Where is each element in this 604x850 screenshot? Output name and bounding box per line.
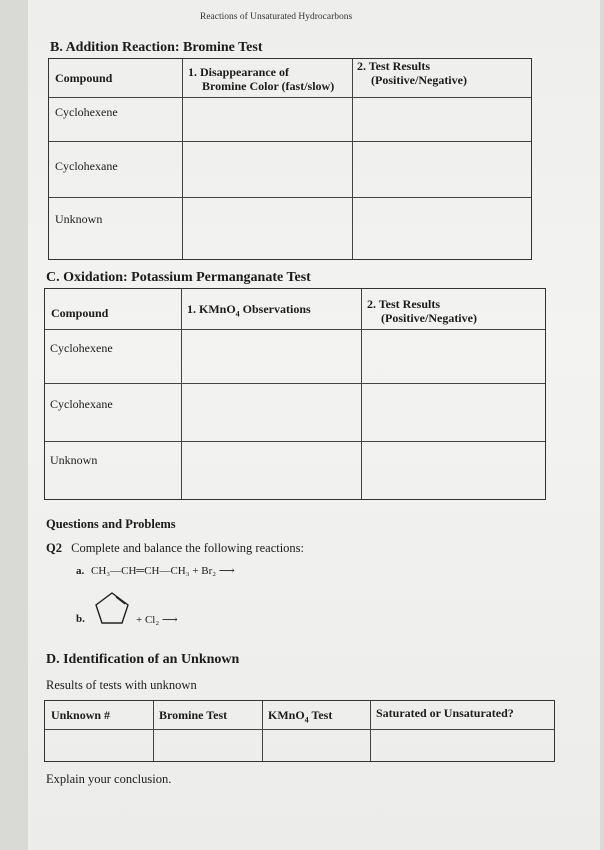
column-header-kmno4-observations: 1. KMnO$_4$ Observations (187, 302, 311, 319)
reaction-b-label: b. (76, 613, 85, 625)
row-label-cyclohexane: Cyclohexane (50, 397, 113, 411)
column-header-compound: Compound (51, 306, 109, 320)
row-label-cyclohexene: Cyclohexene (50, 341, 113, 355)
column-header-unknown-number: Unknown # (51, 708, 111, 722)
cyclopentene-structure (92, 590, 132, 626)
section-d-subtitle: Results of tests with unknown (46, 678, 197, 692)
unknown-results-table (44, 700, 555, 762)
reaction-b-equation: + Cl₂ ⟶ (136, 614, 178, 626)
question-2: Q2 Complete and balance the following reactions: (46, 541, 305, 555)
permanganate-test-table (44, 288, 546, 500)
column-header-kmno4-test: KMnO$_4$ Test (268, 708, 333, 725)
row-label-cyclohexane: Cyclohexane (55, 159, 118, 173)
reaction-a: a. CH₃—CH═CH—CH₃ + Br₂ ⟶ (76, 565, 235, 577)
row-label-cyclohexene: Cyclohexene (55, 105, 118, 119)
bromine-test-table (48, 58, 532, 260)
questions-heading: Questions and Problems (46, 517, 176, 531)
section-b-title: B. Addition Reaction: Bromine Test (50, 40, 263, 55)
section-d-title: D. Identification of an Unknown (46, 652, 240, 667)
column-header-compound: Compound (55, 71, 113, 85)
page-header: Reactions of Unsaturated Hydrocarbons (200, 12, 353, 22)
column-header-test-results: 2. Test Results (Positive/Negative) (367, 297, 477, 325)
column-header-test-results: 2. Test Results (Positive/Negative) (357, 59, 467, 87)
column-header-saturation: Saturated or Unsaturated? (376, 706, 514, 720)
column-header-disappearance: 1. Disappearance of Bromine Color (fast/slow) (188, 65, 335, 93)
section-c-title: C. Oxidation: Potassium Permanganate Test (46, 270, 311, 285)
row-label-unknown: Unknown (50, 453, 98, 467)
column-header-bromine-test: Bromine Test (159, 708, 228, 722)
explain-prompt: Explain your conclusion. (46, 772, 172, 786)
row-label-unknown: Unknown (55, 212, 103, 226)
